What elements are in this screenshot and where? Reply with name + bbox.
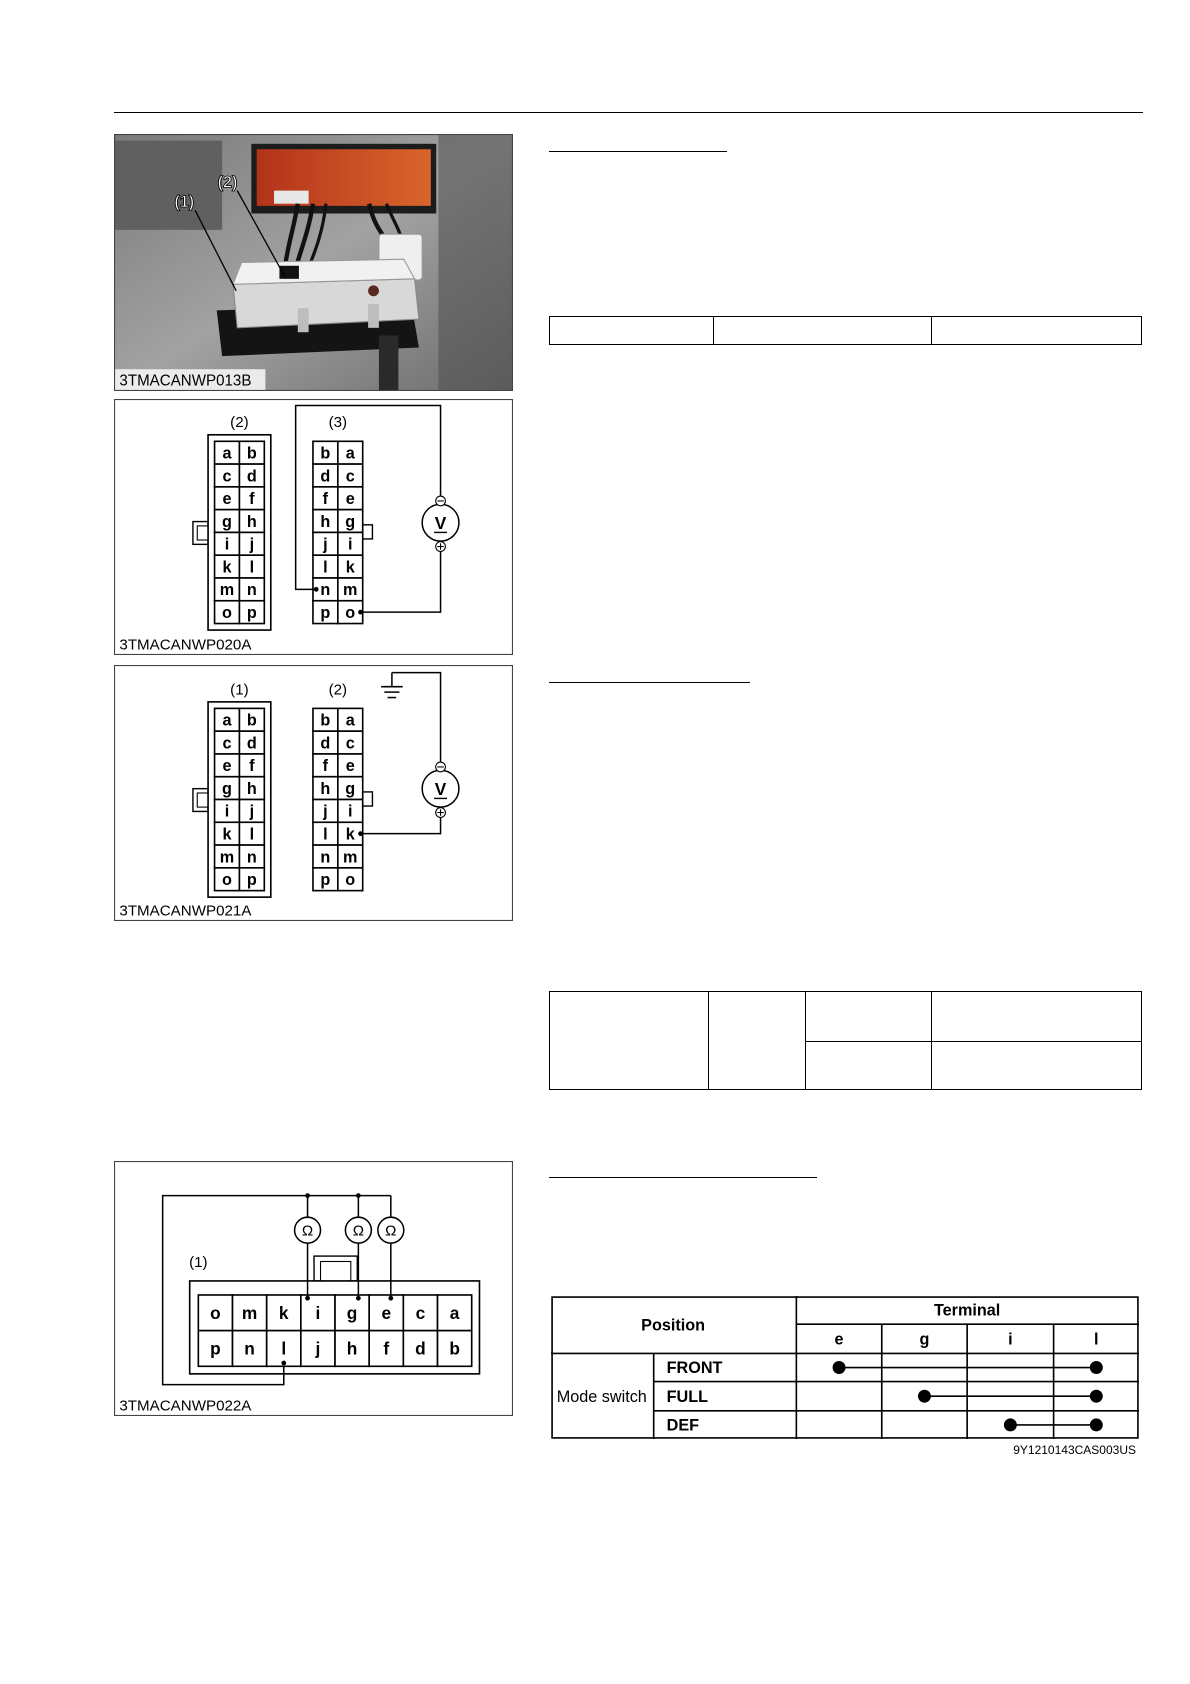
connector-pins-right <box>313 441 363 623</box>
pin-label: d <box>320 734 331 753</box>
pin-label: f <box>249 490 255 509</box>
pin-label: c <box>345 467 355 486</box>
pin-label: o <box>222 871 232 890</box>
pin-label: i <box>224 535 230 554</box>
section-heading-rule-2 <box>549 682 750 683</box>
pin-label: h <box>246 512 257 531</box>
pin-label: i <box>348 802 353 821</box>
pin-label: m <box>219 581 235 600</box>
pin-label: a <box>449 1303 460 1324</box>
pin-label: p <box>210 1338 221 1359</box>
connector-label-left: (2) <box>230 414 249 432</box>
row-label-def: DEF <box>666 1416 700 1435</box>
pin-label: k <box>345 825 355 844</box>
connector-pins-left <box>215 708 265 890</box>
mode-switch-table-grid <box>551 1296 1139 1439</box>
pin-label: j <box>249 535 255 554</box>
connection-dot <box>833 1361 846 1374</box>
pin-label: l <box>323 825 328 844</box>
figure-voltage-check-1 <box>114 399 513 655</box>
figure-caption: 3TMACANWP013B <box>119 372 252 390</box>
pin-label: g <box>345 779 356 798</box>
section-heading-rule-3 <box>549 1177 817 1178</box>
pin-label: a <box>345 711 355 730</box>
pin-label: h <box>246 779 257 798</box>
mode-switch-label: Mode switch <box>556 1388 647 1407</box>
ohm-symbol: Ω <box>301 1222 314 1240</box>
pin-label: b <box>320 711 331 730</box>
connection-dot <box>1090 1361 1103 1374</box>
connector-pins-left <box>215 441 265 623</box>
spec-table-2-cell <box>932 1042 1142 1090</box>
pin-label: n <box>320 581 331 600</box>
mode-switch-table <box>551 1296 1139 1439</box>
position-header: Position <box>641 1316 706 1335</box>
pin-label: j <box>323 802 328 821</box>
pin-label: f <box>322 490 329 509</box>
pin-label: c <box>222 467 232 486</box>
section-heading-rule-1 <box>549 151 727 152</box>
pin-label: n <box>244 1338 255 1359</box>
row-label-front: FRONT <box>666 1358 723 1377</box>
pin-label: a <box>222 711 232 730</box>
callout-1: (1) <box>174 192 195 211</box>
connector-label-right: (2) <box>328 681 348 699</box>
spec-table-1-cell <box>550 317 714 345</box>
pin-label: i <box>348 535 353 554</box>
pin-label: h <box>346 1338 358 1359</box>
pin-label: n <box>246 581 257 600</box>
pin-label: e <box>222 757 232 776</box>
wiring-diagram-continuity <box>114 1161 513 1416</box>
connector-label: (1) <box>189 1253 208 1271</box>
ohm-symbol: Ω <box>385 1222 397 1240</box>
figure-caption: 3TMACANWP021A <box>119 902 252 920</box>
pin-label: h <box>320 779 331 798</box>
pin-label: c <box>345 734 355 753</box>
connector-label-left: (1) <box>230 681 249 699</box>
ohmmeter-icon <box>345 1217 371 1243</box>
connection-dot <box>918 1390 931 1403</box>
pin-label: e <box>345 757 355 776</box>
connection-dot <box>1090 1418 1103 1431</box>
pin-label: k <box>222 558 232 577</box>
pin-label: k <box>222 825 232 844</box>
pin-label: j <box>249 802 255 821</box>
pin-label: c <box>415 1303 426 1324</box>
callout-2: (2) <box>217 173 238 192</box>
spec-table-1-cell <box>932 317 1142 345</box>
pin-label: d <box>320 467 331 486</box>
pin-label: e <box>381 1303 392 1324</box>
pin-label: b <box>320 444 331 463</box>
pin-label: b <box>449 1338 460 1359</box>
figure-caption: 3TMACANWP020A <box>119 636 252 654</box>
figure-caption: 3TMACANWP022A <box>119 1397 252 1415</box>
pin-label: n <box>320 848 331 867</box>
connection-dot <box>1004 1418 1017 1431</box>
row-label-full: FULL <box>666 1388 709 1407</box>
terminal-e-header: e <box>834 1330 844 1349</box>
connector-pins-right <box>313 708 363 890</box>
pin-label: i <box>315 1303 321 1324</box>
pin-label: g <box>222 512 232 531</box>
terminal-header: Terminal <box>933 1301 1001 1320</box>
pin-label: a <box>345 444 355 463</box>
figure-continuity-check <box>114 1161 513 1416</box>
spec-table-1-cell <box>714 317 932 345</box>
pin-label: g <box>222 779 232 798</box>
pin-label: c <box>222 734 232 753</box>
wiring-diagram-voltage-2 <box>114 665 513 921</box>
pin-label: m <box>343 581 358 600</box>
spec-table-2-cell <box>806 1042 932 1090</box>
pin-label: j <box>323 535 328 554</box>
pin-label: d <box>415 1338 426 1359</box>
pin-label: p <box>246 603 257 623</box>
pin-label: m <box>343 848 358 867</box>
pin-label: o <box>222 603 232 623</box>
pin-label: j <box>315 1338 321 1359</box>
terminal-l-header: l <box>1094 1330 1099 1349</box>
pin-label: a <box>222 444 232 463</box>
spec-table-1 <box>549 316 1142 345</box>
pin-label: b <box>246 711 257 730</box>
connector-label-right: (3) <box>328 414 348 432</box>
spec-table-2-cell <box>709 992 806 1090</box>
pin-label: l <box>281 1338 287 1359</box>
pin-label: l <box>249 825 255 844</box>
spec-table-2-cell <box>806 992 932 1042</box>
pin-label: o <box>345 871 356 890</box>
connector-pins <box>198 1295 471 1366</box>
spec-table-2 <box>549 991 1142 1090</box>
pin-label: b <box>246 444 257 463</box>
figure-connector-photo <box>114 134 513 391</box>
pin-label: h <box>320 512 331 531</box>
pin-label: e <box>222 490 232 509</box>
pin-label: p <box>246 871 257 890</box>
page-top-rule <box>114 112 1143 113</box>
spec-table-2-cell <box>932 992 1142 1042</box>
pin-label: l <box>323 558 328 577</box>
pin-label: g <box>345 512 356 531</box>
pin-label: m <box>219 848 235 867</box>
connection-dot <box>1090 1390 1103 1403</box>
pin-label: l <box>249 558 255 577</box>
pin-label: g <box>346 1303 358 1324</box>
ohmmeter-icon <box>378 1217 404 1243</box>
ohmmeter-icon <box>295 1217 321 1243</box>
spec-table-2-cell <box>550 992 709 1090</box>
voltmeter-symbol: V <box>434 779 447 800</box>
pin-label: k <box>345 558 355 577</box>
ohm-symbol: Ω <box>352 1222 365 1240</box>
pin-label: m <box>241 1303 258 1324</box>
pin-label: f <box>383 1338 390 1359</box>
pin-label: i <box>224 802 230 821</box>
figure-voltage-check-2 <box>114 665 513 921</box>
terminal-i-header: i <box>1008 1330 1013 1349</box>
connector-photo <box>114 134 513 391</box>
pin-label: o <box>345 603 356 623</box>
terminal-g-header: g <box>919 1330 930 1349</box>
voltmeter-symbol: V <box>434 513 447 534</box>
pin-label: n <box>246 848 257 867</box>
pin-label: k <box>278 1303 289 1324</box>
pin-label: p <box>320 603 331 623</box>
pin-label: e <box>345 490 355 509</box>
pin-label: o <box>210 1303 221 1324</box>
pin-label: f <box>322 757 329 776</box>
pin-label: f <box>249 757 255 776</box>
pin-label: d <box>246 734 257 753</box>
document-code: 9Y1210143CAS003US <box>1013 1443 1136 1457</box>
pin-label: p <box>320 871 331 890</box>
pin-label: d <box>246 467 257 486</box>
wiring-diagram-voltage-1 <box>114 399 513 655</box>
